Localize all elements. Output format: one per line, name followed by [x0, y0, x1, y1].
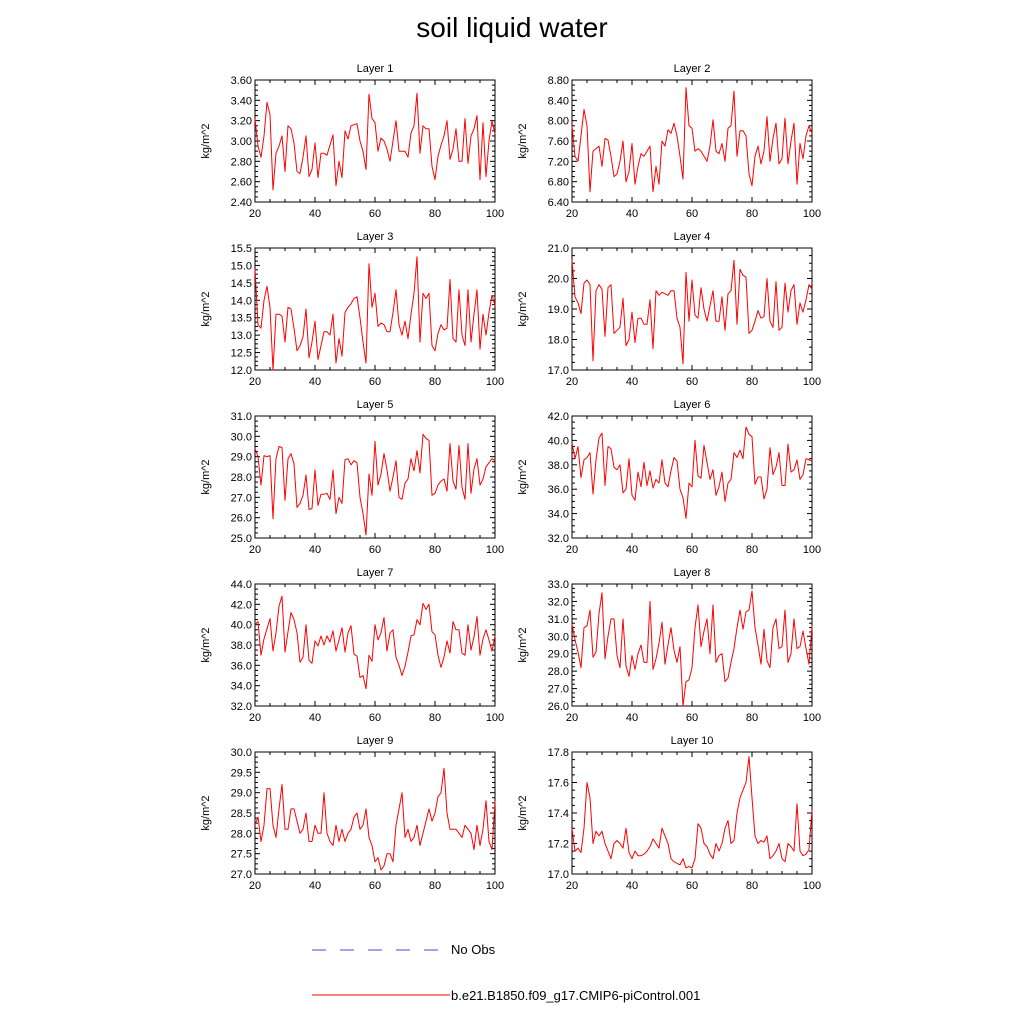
- y-tick-label: 7.60: [547, 136, 569, 148]
- y-tick-label: 33.0: [547, 579, 569, 591]
- y-tick-label: 17.4: [547, 808, 569, 820]
- y-tick-label: 28.0: [230, 828, 252, 841]
- x-tick-label: 60: [368, 712, 382, 724]
- y-axis-label: kg/m^2: [200, 291, 212, 327]
- x-tick-label: 20: [248, 208, 262, 220]
- series-line: [572, 427, 812, 519]
- x-tick-label: 80: [428, 376, 442, 388]
- x-tick-label: 20: [565, 712, 579, 724]
- x-tick-label: 20: [565, 208, 579, 220]
- x-tick-label: 60: [368, 544, 382, 556]
- plot-frame: [572, 416, 812, 538]
- panel-layer-8: [517, 567, 821, 724]
- y-tick-label: 29.0: [230, 451, 252, 464]
- y-tick-label: 6.40: [547, 197, 569, 209]
- y-tick-label: 30.0: [230, 431, 252, 444]
- x-tick-label: 40: [625, 544, 639, 556]
- x-tick-label: 60: [368, 208, 382, 220]
- y-tick-label: 13.0: [230, 330, 252, 343]
- x-tick-label: 80: [745, 376, 759, 388]
- x-tick-label: 60: [685, 544, 699, 556]
- x-tick-label: 100: [802, 712, 822, 724]
- x-tick-label: 80: [428, 880, 442, 892]
- panel-title: Layer 9: [356, 735, 394, 747]
- x-tick-label: 40: [308, 712, 322, 724]
- figure-title: soil liquid water: [416, 12, 608, 43]
- y-tick-label: 27.0: [230, 492, 252, 505]
- series-line: [572, 88, 812, 192]
- y-axis-label: kg/m^2: [200, 459, 212, 495]
- x-tick-label: 40: [625, 880, 639, 892]
- panel-title: Layer 8: [673, 567, 711, 579]
- y-axis-label: kg/m^2: [517, 795, 529, 831]
- y-tick-label: 7.20: [547, 156, 569, 169]
- legend-model-label: b.e21.B1850.f09_g17.CMIP6-piControl.001: [451, 988, 701, 1003]
- y-tick-label: 6.80: [547, 176, 569, 189]
- y-tick-label: 12.0: [230, 365, 252, 377]
- y-tick-label: 17.6: [547, 777, 569, 790]
- panel-title: Layer 6: [673, 399, 711, 411]
- panel-title: Layer 5: [356, 399, 394, 411]
- y-tick-label: 15.5: [230, 243, 252, 255]
- x-tick-label: 20: [565, 376, 579, 388]
- panel-title: Layer 2: [673, 63, 711, 75]
- y-tick-label: 8.00: [547, 115, 569, 128]
- x-tick-label: 100: [485, 376, 505, 388]
- y-tick-label: 18.0: [547, 334, 569, 347]
- y-tick-label: 26.0: [230, 512, 252, 525]
- y-tick-label: 36.0: [230, 660, 252, 673]
- y-tick-label: 17.2: [547, 838, 569, 851]
- x-tick-label: 100: [802, 544, 822, 556]
- x-tick-label: 60: [685, 376, 699, 388]
- y-tick-label: 28.0: [547, 666, 569, 679]
- x-tick-label: 40: [308, 880, 322, 892]
- series-line: [255, 768, 495, 870]
- x-tick-label: 80: [745, 880, 759, 892]
- x-tick-label: 40: [625, 208, 639, 220]
- y-tick-label: 3.60: [230, 75, 252, 87]
- y-tick-label: 42.0: [230, 599, 252, 612]
- y-tick-label: 27.0: [547, 683, 569, 696]
- y-tick-label: 32.0: [547, 533, 569, 545]
- panel-title: Layer 10: [670, 735, 714, 747]
- x-tick-label: 80: [428, 208, 442, 220]
- y-tick-label: 31.0: [230, 411, 252, 423]
- x-tick-label: 60: [685, 208, 699, 220]
- y-tick-label: 29.5: [230, 767, 252, 780]
- x-tick-label: 80: [428, 544, 442, 556]
- y-axis-label: kg/m^2: [200, 123, 212, 159]
- y-tick-label: 30.0: [547, 631, 569, 644]
- plot-frame: [572, 248, 812, 370]
- plot-frame: [572, 752, 812, 874]
- y-axis-label: kg/m^2: [200, 795, 212, 831]
- y-tick-label: 17.8: [547, 747, 569, 759]
- x-tick-label: 20: [248, 712, 262, 724]
- y-tick-label: 32.0: [547, 596, 569, 609]
- x-tick-label: 20: [248, 376, 262, 388]
- panel-title: Layer 3: [356, 231, 394, 243]
- y-axis-label: kg/m^2: [200, 627, 212, 663]
- y-tick-label: 14.5: [230, 277, 252, 290]
- x-tick-label: 60: [368, 376, 382, 388]
- y-tick-label: 3.20: [230, 115, 252, 128]
- plot-frame: [255, 80, 495, 202]
- y-tick-label: 30.0: [230, 747, 252, 759]
- panel-layer-1: [200, 63, 504, 220]
- x-tick-label: 20: [248, 880, 262, 892]
- y-tick-label: 29.0: [547, 648, 569, 661]
- y-axis-label: kg/m^2: [517, 291, 529, 327]
- panel-title: Layer 7: [356, 567, 394, 579]
- x-tick-label: 100: [485, 208, 505, 220]
- y-tick-label: 2.60: [230, 176, 252, 189]
- y-tick-label: 32.0: [230, 701, 252, 713]
- x-tick-label: 40: [625, 376, 639, 388]
- y-tick-label: 44.0: [230, 579, 252, 591]
- y-tick-label: 40.0: [230, 619, 252, 632]
- x-tick-label: 100: [802, 208, 822, 220]
- y-tick-label: 38.0: [230, 640, 252, 652]
- y-tick-label: 3.40: [230, 95, 252, 108]
- y-tick-label: 17.0: [547, 869, 569, 881]
- y-tick-label: 14.0: [230, 295, 252, 308]
- plot-frame: [255, 416, 495, 538]
- y-tick-label: 12.5: [230, 347, 252, 360]
- y-tick-label: 26.0: [547, 701, 569, 713]
- plot-frame: [572, 584, 812, 706]
- panel-title: Layer 1: [356, 63, 394, 75]
- x-tick-label: 40: [308, 544, 322, 556]
- panel-layer-5: [200, 399, 504, 556]
- series-line: [255, 93, 495, 190]
- y-tick-label: 25.0: [230, 533, 252, 545]
- panel-layer-7: [200, 567, 504, 724]
- y-tick-label: 8.40: [547, 95, 569, 108]
- series-line: [255, 257, 495, 370]
- plot-frame: [255, 752, 495, 874]
- x-tick-label: 100: [485, 712, 505, 724]
- y-tick-label: 29.0: [230, 787, 252, 800]
- x-tick-label: 60: [368, 880, 382, 892]
- series-line: [572, 591, 812, 706]
- x-tick-label: 80: [745, 544, 759, 556]
- y-tick-label: 31.0: [547, 613, 569, 626]
- y-tick-label: 28.0: [230, 472, 252, 484]
- x-tick-label: 60: [685, 712, 699, 724]
- legend-obs-label: No Obs: [451, 942, 496, 957]
- y-tick-label: 3.00: [230, 136, 252, 148]
- panel-layer-6: [517, 399, 821, 556]
- y-tick-label: 34.0: [230, 680, 252, 693]
- x-tick-label: 80: [745, 208, 759, 220]
- y-tick-label: 27.0: [230, 869, 252, 881]
- legend-model-line: [312, 990, 452, 1000]
- x-tick-label: 100: [802, 880, 822, 892]
- y-tick-label: 13.5: [230, 312, 252, 325]
- plot-frame: [255, 584, 495, 706]
- y-tick-label: 34.0: [547, 508, 569, 521]
- x-tick-label: 20: [565, 544, 579, 556]
- panel-layer-10: [517, 735, 821, 892]
- x-tick-label: 80: [428, 712, 442, 724]
- y-tick-label: 21.0: [547, 243, 569, 255]
- panel-layer-4: [517, 231, 821, 388]
- x-tick-label: 40: [308, 208, 322, 220]
- y-tick-label: 17.0: [547, 365, 569, 377]
- y-axis-label: kg/m^2: [517, 627, 529, 663]
- y-axis-label: kg/m^2: [517, 459, 529, 495]
- x-tick-label: 60: [685, 880, 699, 892]
- panel-layer-2: [517, 63, 821, 220]
- y-tick-label: 2.80: [230, 156, 252, 169]
- series-line: [572, 260, 812, 364]
- series-line: [255, 434, 495, 535]
- x-tick-label: 20: [565, 880, 579, 892]
- x-tick-label: 80: [745, 712, 759, 724]
- y-tick-label: 15.0: [230, 260, 252, 273]
- y-tick-label: 2.40: [230, 197, 252, 209]
- x-tick-label: 40: [308, 376, 322, 388]
- panel-layer-3: [200, 231, 504, 388]
- y-tick-label: 28.5: [230, 808, 252, 820]
- y-tick-label: 40.0: [547, 435, 569, 448]
- legend-obs-line: [312, 945, 452, 955]
- y-tick-label: 20.0: [547, 273, 569, 286]
- y-tick-label: 42.0: [547, 411, 569, 423]
- y-tick-label: 38.0: [547, 459, 569, 472]
- y-tick-label: 8.80: [547, 75, 569, 87]
- panel-layer-9: [200, 735, 504, 892]
- y-tick-label: 36.0: [547, 484, 569, 497]
- y-tick-label: 27.5: [230, 848, 252, 861]
- x-tick-label: 40: [625, 712, 639, 724]
- x-tick-label: 100: [802, 376, 822, 388]
- x-tick-label: 20: [248, 544, 262, 556]
- y-axis-label: kg/m^2: [517, 123, 529, 159]
- y-tick-label: 19.0: [547, 304, 569, 316]
- panel-title: Layer 4: [673, 231, 711, 243]
- series-line: [572, 757, 812, 868]
- x-tick-label: 100: [485, 544, 505, 556]
- x-tick-label: 100: [485, 880, 505, 892]
- series-line: [255, 596, 495, 689]
